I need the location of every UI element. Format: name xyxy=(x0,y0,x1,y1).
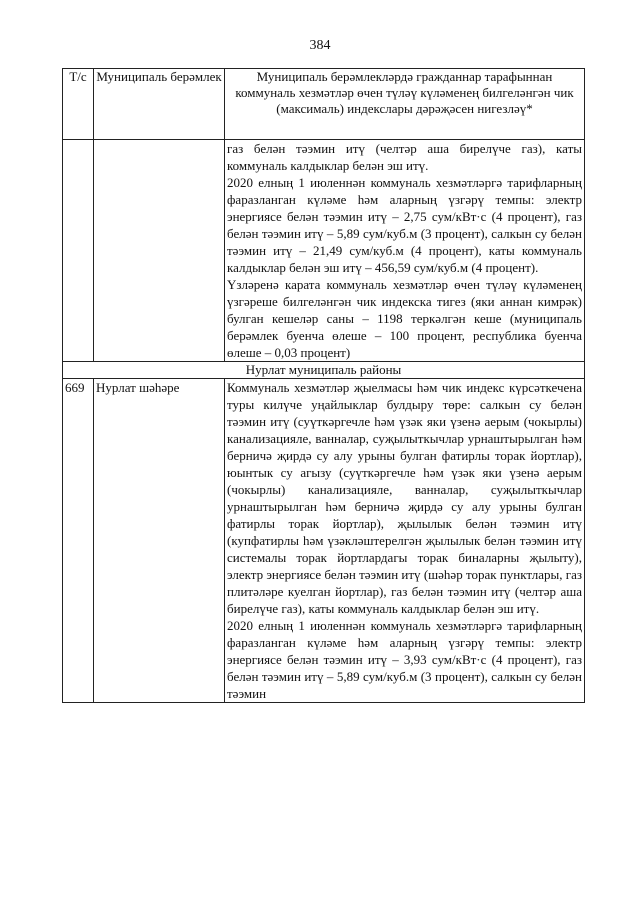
table-row xyxy=(63,379,585,703)
paragraph: 2020 елның 1 июленнән коммуналь хезмәтләргә тарифларның фаразланган күләме һәм аларның үзгәрү темпы: электр энергиясе белән тәэмин итү – 2,75 сум/кВт·с (4 процент), газ белән тәэмин итү – 5,89 сум/куб.м (3 процент), салкын су белән тәэмин итү – 21,49 сум/куб.м (4 процент), каты коммуналь калдыклар белән эш итү – 456,59 сум/куб.м (4 процент). xyxy=(227,175,582,275)
cell-municipality-empty xyxy=(94,140,225,362)
cell-number-empty xyxy=(63,140,94,362)
row-municipality: Нурлат шәһәре xyxy=(94,379,225,703)
header-number: Т/с xyxy=(63,69,94,140)
district-subheading: Нурлат муниципаль районы xyxy=(63,362,585,379)
row-number: 669 xyxy=(63,379,94,703)
header-justification: Муниципаль берәмлекләрдә гражданнар тарафыннан коммуналь хезмәтләр өчен түләү күләменең билгеләнгән чик (максималь) индекслары дәрәҗәсен нигезләү* xyxy=(225,69,585,140)
cell-justification-continued xyxy=(225,140,585,362)
table-row-continued xyxy=(63,140,585,362)
header-municipality: Муниципаль берәмлек xyxy=(94,69,225,140)
table-header-row xyxy=(63,69,585,140)
paragraph: Коммуналь хезмәтләр җыелмасы һәм чик индекс күрсәткечена туры килүче уңайлыклар булдыру төре: салкын су белән тәэмин итү (суүткәргечле һәм үзәк яки үзенә аерым (чокырлы) канализацияле, ванналар, суҗылыткычлар урнаштырылган һәм берничә җирдә су алу урыны булган фатирлы торак йортлар), юынтык су агызу (суүткәргечле һәм үзәк яки үзенә аерым (чокырлы) канализацияле, ванналар, суҗылыткычлар урнаштырылган һәм берничә җирдә су алу урыны булган фатирлы торак йортлар), җылылык белән тәэмин итү (купфатирлы һәм үзәкләштерелгән җылылык белән тәэмин итү системалы торак йортлардагы торак биналарны җылыту), электр энергиясе белән тәэмин итү (шәһәр торак пунктлары, газ плитәләре куелган йортлар), газ белән тәэмин итү (челтәр аша бирелүче газ), каты коммуналь калдыклар белән эш итү. xyxy=(227,380,582,616)
paragraph: газ белән тәэмин итү (челтәр аша бирелүче газ), каты коммуналь калдыклар белән эш итү. xyxy=(227,141,582,173)
paragraph: 2020 елның 1 июленнән коммуналь хезмәтләргә тарифларның фаразланган күләме һәм аларның үзгәрү темпы: электр энергиясе белән тәэмин итү – 3,93 сум/кВт·с (4 процент), газ белән тәэмин итү – 5,89 сум/куб.м (3 процент), салкын су белән тәэмин xyxy=(227,618,582,701)
row-justification xyxy=(225,379,585,703)
page-number: 384 xyxy=(309,38,331,53)
tariff-table xyxy=(62,68,585,703)
paragraph: Үзләренә карата коммуналь хезмәтләр өчен түләү күләменең үзгәреше билгеләнгән чик индекска тигез (яки аннан кимрәк) булган кешеләр саны – 1198 теркәлгән кеше (муниципаль берәмлек буенча өлеше – 100 процент, республика буенча өлеше – 0,03 процент) xyxy=(227,277,582,360)
table-subheading-row xyxy=(63,362,585,379)
